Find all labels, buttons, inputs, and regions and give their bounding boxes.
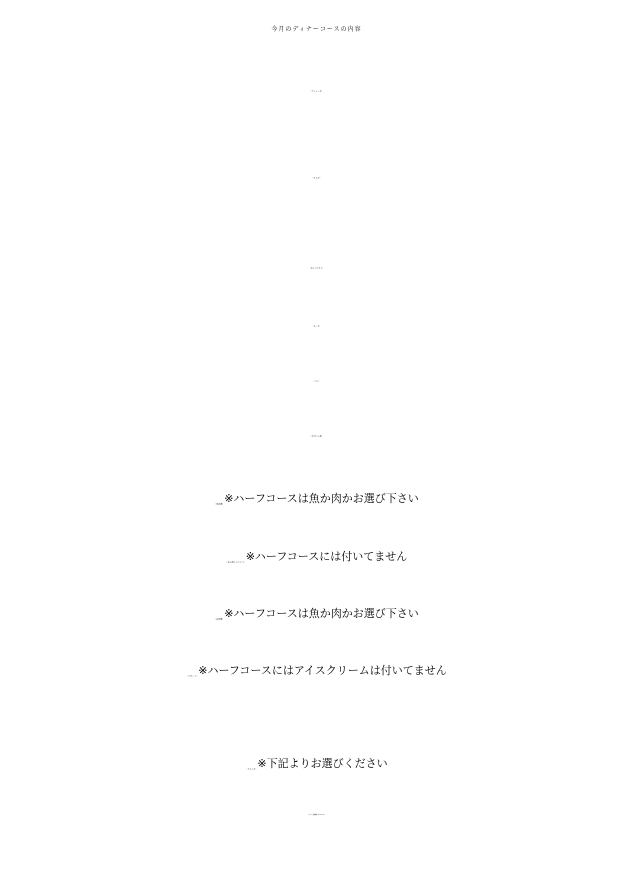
sorbet-heading-row: [0, 551, 633, 564]
dinner-hours: ［ディナー営業時間：18:00〜21:30］: [307, 815, 326, 816]
drink-heading: 〈ドリンク〉: [245, 769, 258, 771]
carpaccio-heading: 〈カルパッチョ〉: [308, 268, 325, 270]
meat-heading-row: [0, 608, 633, 621]
meat-note: ※ハーフコースは魚か肉かお選び下さい: [224, 607, 419, 620]
drink-heading-row: [0, 758, 633, 771]
todays-dish-heading: 〈今日の１品〉: [309, 436, 324, 438]
dessert-heading: 〈デザート〉: [186, 676, 199, 678]
salad-heading: 〈サラダ〉: [311, 178, 322, 180]
amuse-heading: 〈アミューズ〉: [309, 91, 324, 93]
meat-heading: 〈肉料理〉: [214, 619, 225, 621]
fish-note: ※ハーフコースは魚か肉かお選び下さい: [224, 492, 419, 505]
sorbet-note: ※ハーフコースには付いてません: [245, 550, 408, 563]
bread-heading: 〈パン〉: [312, 381, 321, 383]
soup-heading: 〈スープ〉: [311, 326, 322, 328]
dessert-note: ※ハーフコースにはアイスクリームは付いてません: [198, 664, 447, 677]
drink-note: ※下記よりお選びください: [257, 757, 388, 770]
fish-heading: 〈魚料理〉: [214, 504, 225, 506]
fish-heading-row: [0, 493, 633, 506]
dessert-heading-row: [0, 665, 633, 678]
menu-title: 今月のディナーコースの内容: [271, 26, 362, 33]
sorbet-heading: 〈お口直しのソルベ〉: [225, 562, 246, 564]
